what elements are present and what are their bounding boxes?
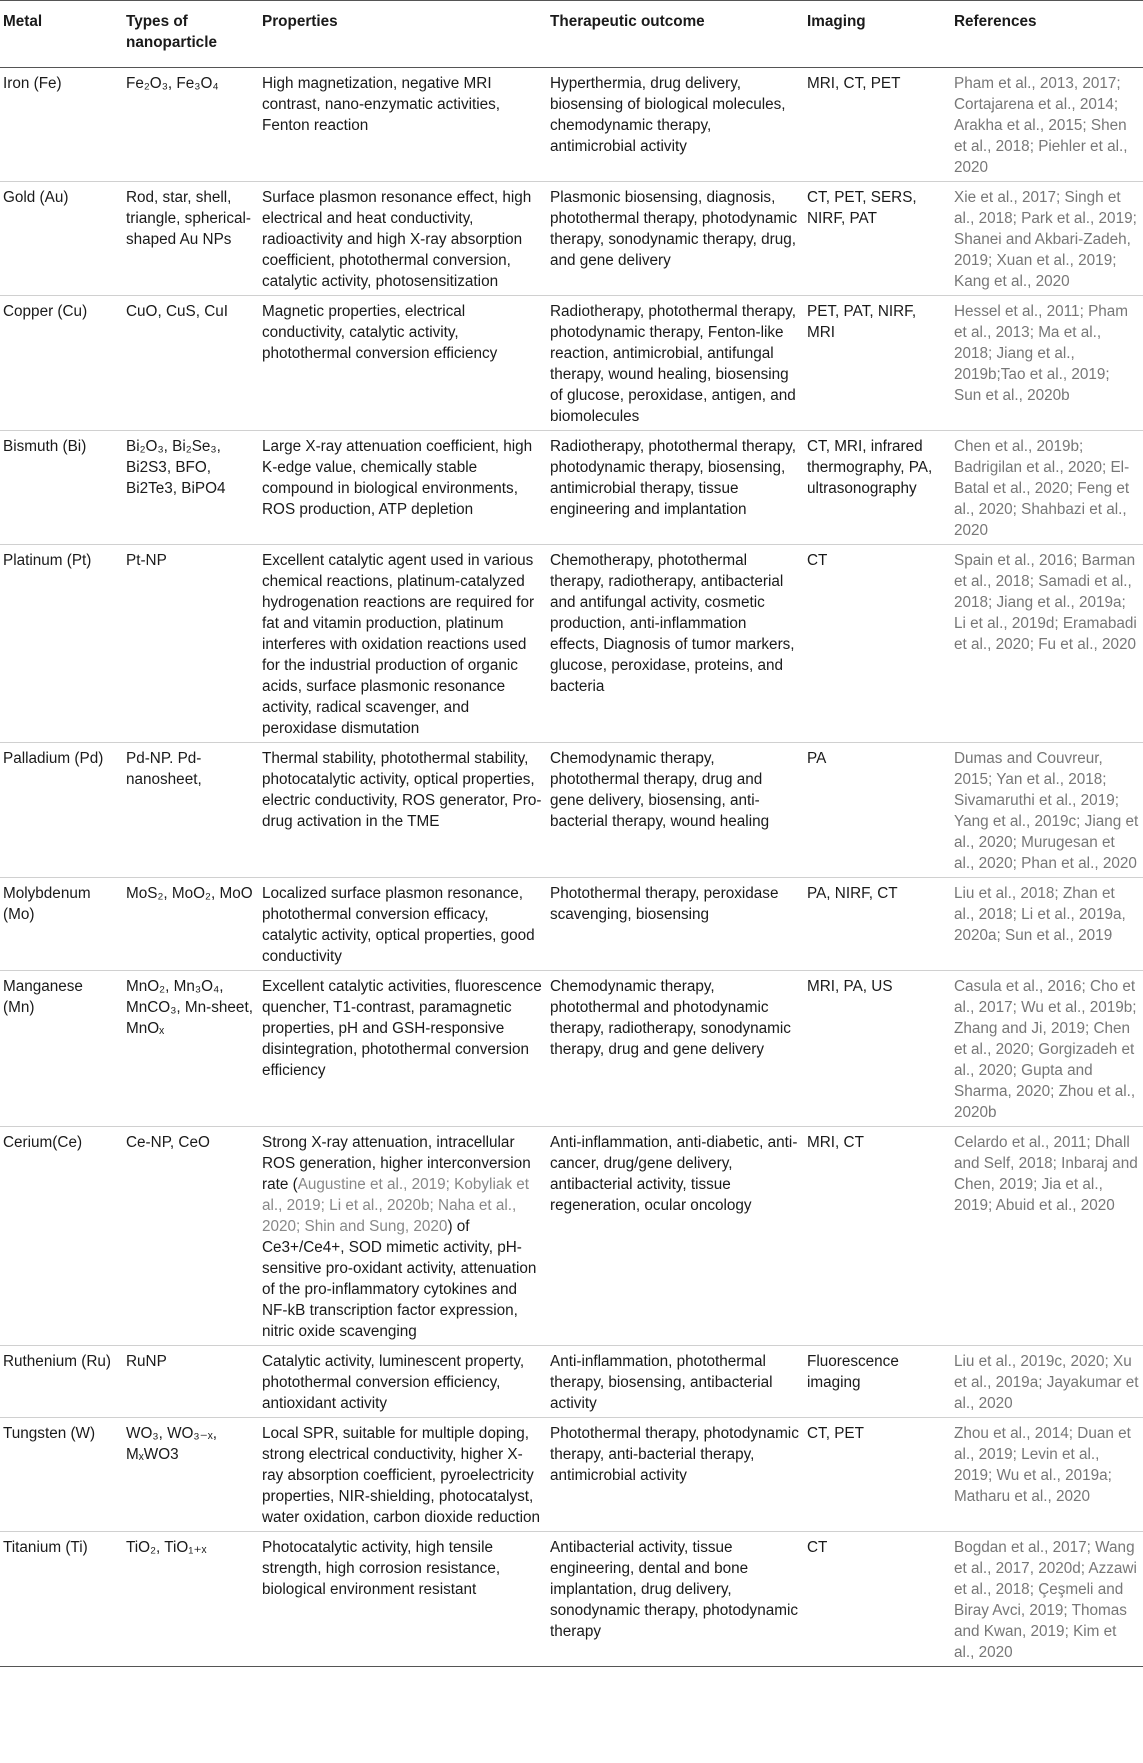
properties-text: Strong X-ray attenuation, intracellular ROS generation, higher interconversion rate ( [262,1134,531,1193]
cell-properties: Localized surface plasmon resonance, photothermal conversion efficacy, catalytic activity, optical properties, good conductivity [258,878,546,971]
cell-types: MnO₂, Mn₃O₄, MnCO₃, Mn-sheet, MnOₓ [122,971,258,1127]
table-row [0,296,1143,431]
cell-types: WO₃, WO₃₋ₓ, MₓWO3 [122,1418,258,1532]
cell-properties: Surface plasmon resonance effect, high electrical and heat conductivity, radioactivity and high X-ray absorption coefficient, photothermal conversion, catalytic activity, photosensitization [258,182,546,296]
cell-types: MoS₂, MoO₂, MoO [122,878,258,971]
cell-properties: Catalytic activity, luminescent property, photothermal conversion efficiency, antioxidant activity [258,1346,546,1418]
cell-outcome: Hyperthermia, drug delivery, biosensing of biological molecules, chemodynamic therapy, antimicrobial activity [546,68,803,182]
table-row [0,68,1143,182]
cell-types: Ce-NP, CeO [122,1127,258,1346]
header-outcome: Therapeutic outcome [546,1,803,68]
cell-references[interactable]: Hessel et al., 2011; Pham et al., 2013; Ma et al., 2018; Jiang et al., 2019b;Tao et al., 2019; Sun et al., 2020b [950,296,1143,431]
properties-text: ) of Ce3+/Ce4+, SOD mimetic activity, pH-sensitive pro-oxidant activity, attenuation of the pro-inflammatory cytokines and NF-kB transcription factor expression, nitric oxide scavenging [262,1218,537,1340]
cell-outcome: Chemodynamic therapy, photothermal and photodynamic therapy, radiotherapy, sonodynamic therapy, drug and gene delivery [546,971,803,1127]
cell-outcome: Antibacterial activity, tissue engineering, dental and bone implantation, drug delivery, sonodynamic therapy, photodynamic therapy [546,1532,803,1667]
table-row [0,182,1143,296]
table-row [0,878,1143,971]
cell-metal: Gold (Au) [0,182,122,296]
cell-types: RuNP [122,1346,258,1418]
cell-types: CuO, CuS, CuI [122,296,258,431]
cell-properties: Magnetic properties, electrical conductivity, catalytic activity, photothermal conversion efficiency [258,296,546,431]
cell-imaging: CT [803,545,950,743]
cell-properties [258,1127,546,1346]
cell-imaging: CT, PET, SERS, NIRF, PAT [803,182,950,296]
cell-metal: Molybdenum (Mo) [0,878,122,971]
cell-properties: Thermal stability, photothermal stability, photocatalytic activity, optical properties, electric conductivity, ROS generator, Pro-drug activation in the TME [258,743,546,878]
cell-outcome: Radiotherapy, photothermal therapy, photodynamic therapy, Fenton-like reaction, antimicrobial, antifungal therapy, wound healing, biosensing of glucose, peroxidase, antigen, and biomolecules [546,296,803,431]
cell-metal: Copper (Cu) [0,296,122,431]
cell-imaging: PA [803,743,950,878]
cell-types: Rod, star, shell, triangle, spherical-shaped Au NPs [122,182,258,296]
cell-metal: Cerium(Ce) [0,1127,122,1346]
cell-metal: Iron (Fe) [0,68,122,182]
cell-imaging: Fluorescence imaging [803,1346,950,1418]
cell-properties: High magnetization, negative MRI contrast, nano-enzymatic activities, Fenton reaction [258,68,546,182]
header-references: References [950,1,1143,68]
cell-references[interactable]: Xie et al., 2017; Singh et al., 2018; Park et al., 2019; Shanei and Akbari-Zadeh, 2019; Xuan et al., 2019; Kang et al., 2020 [950,182,1143,296]
header-metal: Metal [0,1,122,68]
cell-outcome: Anti-inflammation, photothermal therapy, biosensing, antibacterial activity [546,1346,803,1418]
cell-imaging: MRI, CT, PET [803,68,950,182]
cell-types: TiO₂, TiO₁₊ₓ [122,1532,258,1667]
cell-metal: Ruthenium (Ru) [0,1346,122,1418]
cell-references[interactable]: Spain et al., 2016; Barman et al., 2018; Samadi et al., 2018; Jiang et al., 2019a; Li et al., 2019d; Eramabadi et al., 2020; Fu et al., 2020 [950,545,1143,743]
header-imaging: Imaging [803,1,950,68]
cell-imaging: PA, NIRF, CT [803,878,950,971]
table-row [0,1532,1143,1667]
cell-references[interactable]: Celardo et al., 2011; Dhall and Self, 2018; Inbaraj and Chen, 2019; Jia et al., 2019; Abuid et al., 2020 [950,1127,1143,1346]
cell-types: Fe₂O₃, Fe₃O₄ [122,68,258,182]
cell-outcome: Photothermal therapy, peroxidase scavenging, biosensing [546,878,803,971]
cell-properties: Photocatalytic activity, high tensile strength, high corrosion resistance, biological environment resistant [258,1532,546,1667]
cell-metal: Palladium (Pd) [0,743,122,878]
cell-imaging: CT [803,1532,950,1667]
cell-outcome: Chemotherapy, photothermal therapy, radiotherapy, antibacterial and antifungal activity, cosmetic production, anti-inflammation effects, Diagnosis of tumor markers, glucose, peroxidase, proteins, and bacteria [546,545,803,743]
cell-properties: Local SPR, suitable for multiple doping, strong electrical conductivity, higher X-ray absorption coefficient, pyroelectricity properties, NIR-shielding, photocatalyst, water oxidation, carbon dioxide reduction [258,1418,546,1532]
table-row [0,743,1143,878]
table-row [0,545,1143,743]
cell-types: Pd-NP. Pd-nanosheet, [122,743,258,878]
cell-references[interactable]: Liu et al., 2019c, 2020; Xu et al., 2019a; Jayakumar et al., 2020 [950,1346,1143,1418]
table-row [0,1346,1143,1418]
cell-references[interactable]: Liu et al., 2018; Zhan et al., 2018; Li et al., 2019a, 2020a; Sun et al., 2019 [950,878,1143,971]
table-row [0,1418,1143,1532]
cell-references[interactable]: Zhou et al., 2014; Duan et al., 2019; Levin et al., 2019; Wu et al., 2019a; Matharu et al., 2020 [950,1418,1143,1532]
header-properties: Properties [258,1,546,68]
cell-properties: Excellent catalytic agent used in various chemical reactions, platinum-catalyzed hydrogenation reactions are required for fat and vitamin production, platinum interferes with oxidation reactions used for the industrial production of organic acids, surface plasmonic resonance activity, radical scavenger, and peroxidase dismutation [258,545,546,743]
cell-references[interactable]: Dumas and Couvreur, 2015; Yan et al., 2018; Sivamaruthi et al., 2019; Yang et al., 2019c; Jiang et al., 2020; Murugesan et al., 2020; Phan et al., 2020 [950,743,1143,878]
cell-properties: Excellent catalytic activities, fluorescence quencher, T1-contrast, paramagnetic properties, pH and GSH-responsive disintegration, photothermal conversion efficiency [258,971,546,1127]
cell-references[interactable]: Pham et al., 2013, 2017; Cortajarena et al., 2014; Arakha et al., 2015; Shen et al., 2018; Piehler et al., 2020 [950,68,1143,182]
cell-metal: Bismuth (Bi) [0,431,122,545]
table-row [0,431,1143,545]
header-types: Types of nanoparticle [122,1,258,68]
inline-citation-link[interactable]: Augustine et al., 2019; Kobyliak et al., 2019; Li et al., 2020b; Naha et al., 2020; Shin and Sung, 2020 [262,1176,530,1235]
cell-references[interactable]: Bogdan et al., 2017; Wang et al., 2017, 2020d; Azzawi et al., 2018; Çeşmeli and Biray Avci, 2019; Thomas and Kwan, 2019; Kim et al., 2020 [950,1532,1143,1667]
cell-metal: Manganese (Mn) [0,971,122,1127]
header-row [0,1,1143,68]
cell-references[interactable]: Chen et al., 2019b; Badrigilan et al., 2020; El-Batal et al., 2020; Feng et al., 2020; Shahbazi et al., 2020 [950,431,1143,545]
cell-metal: Titanium (Ti) [0,1532,122,1667]
cell-imaging: CT, MRI, infrared thermography, PA, ultrasonography [803,431,950,545]
cell-imaging: MRI, PA, US [803,971,950,1127]
cell-outcome: Plasmonic biosensing, diagnosis, photothermal therapy, photodynamic therapy, sonodynamic therapy, drug, and gene delivery [546,182,803,296]
cell-types: Pt-NP [122,545,258,743]
cell-types: Bi₂O₃, Bi₂Se₃, Bi2S3, BFO, Bi2Te3, BiPO4 [122,431,258,545]
cell-outcome: Anti-inflammation, anti-diabetic, anti-cancer, drug/gene delivery, antibacterial activity, tissue regeneration, ocular oncology [546,1127,803,1346]
table-row [0,1127,1143,1346]
cell-outcome: Photothermal therapy, photodynamic therapy, anti-bacterial therapy, antimicrobial activity [546,1418,803,1532]
cell-metal: Tungsten (W) [0,1418,122,1532]
cell-outcome: Chemodynamic therapy, photothermal therapy, drug and gene delivery, biosensing, anti-bacterial therapy, wound healing [546,743,803,878]
table-row [0,971,1143,1127]
cell-references[interactable]: Casula et al., 2016; Cho et al., 2017; Wu et al., 2019b; Zhang and Ji, 2019; Chen et al., 2020; Gorgizadeh et al., 2020; Gupta and Sharma, 2020; Zhou et al., 2020b [950,971,1143,1127]
cell-imaging: CT, PET [803,1418,950,1532]
cell-metal: Platinum (Pt) [0,545,122,743]
cell-outcome: Radiotherapy, photothermal therapy, photodynamic therapy, biosensing, antimicrobial therapy, tissue engineering and implantation [546,431,803,545]
cell-properties: Large X-ray attenuation coefficient, high K-edge value, chemically stable compound in biological environments, ROS production, ATP depletion [258,431,546,545]
cell-imaging: PET, PAT, NIRF, MRI [803,296,950,431]
cell-imaging: MRI, CT [803,1127,950,1346]
